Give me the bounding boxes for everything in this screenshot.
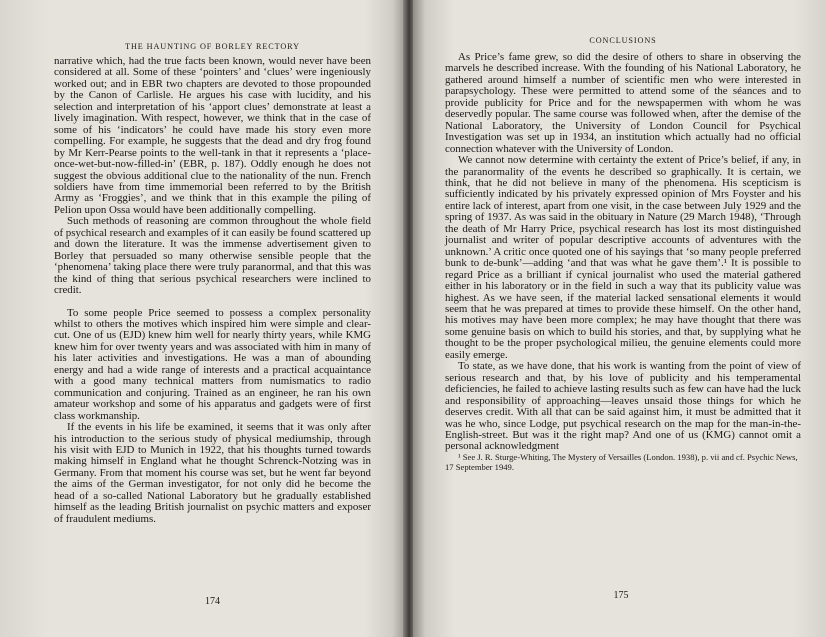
running-head-right: CONCLUSIONS xyxy=(589,36,657,45)
paragraph: Such methods of reasoning are common throughout the whole field of psychical research and examples of it can easily be found scattered up and down the literature. It was the immense advertisement given to Borley that persuaded so many otherwise sensible people that the ‘phenomena’ taking place there were truly paranormal, and that this was the kind of thing that serious psychical researchers were inclined to credit. xyxy=(54,215,371,297)
paragraph: As Price’s fame grew, so did the desire of others to share in observing the marvels he described increase. With the founding of his National Laboratory, he gathered around himself a number of scientific men who were interested in parapsychology. These were permitted to attend some of the séances and to provide publicity for Price and for the newspapermen with whom he was deservedly popular. The same course was followed when, after the demise of the National Laboratory, the University of London Council for Psychical Investigation was set up in 1934, an institution which actually had no official connection whatever with the University of London. xyxy=(445,51,801,155)
paragraph: To state, as we have done, that his work is wanting from the point of view of serious research and that, by his love of publicity and his temperamental deficiencies, he failed to achieve lasting results such as few can have had the luck and responsibility of approaching—leaves unsaid those things for which he deserves credit. With all that can be said against him, it must be admitted that it was he who, since Lodge, put psychical research on the map for the man-in-the-English-street. But was it the right map? And one of us (KMG) cannot omit a personal acknowledgment xyxy=(445,360,801,453)
right-page xyxy=(413,0,825,637)
page-number-right: 175 xyxy=(613,590,629,601)
paragraph: To some people Price seemed to possess a complex personality whilst to others the motives which inspired him were simple and clear-cut. One of us (EJD) knew him well for nearly thirty years, while KMG knew him for over twenty years and was associated with him in many of his later activities and investigations. He was a man of abounding energy and had a wide range of interests and a practical acquaintance with a good many technical matters from numismatics to radio communication and conjuring. Trained as an engineer, he ran his own amateur workshop and some of his apparatus and gadgets were of first class workmanship. xyxy=(54,306,371,422)
running-head-left: THE HAUNTING OF BORLEY RECTORY xyxy=(125,42,300,51)
left-page xyxy=(0,0,405,637)
footnote: ¹ See J. R. Sturge-Whiting, The Mystery of Versailles (London. 1938), p. vii and cf. Psychic News, 17 September 1949. xyxy=(445,451,798,472)
left-page-body xyxy=(54,56,371,525)
paragraph: We cannot now determine with certainty the extent of Price’s belief, if any, in the paranormality of the events he described so graphically. It is certain, we think, that he did not believe in many of the phenomena. His scepticism is sufficiently indicated by his privately expressed opinion of Mrs Foyster and his entire lack of interest, apart from one visit, in the case between July 1929 and the spring of 1937. As was said in the obituary in Nature (29 March 1948), ‘Through the death of Mr Harry Price, psychical research has lost its most distinguished journalist and writer of popular descriptive accounts of adventures with the unknown.’ A critic once quoted one of his sayings that ‘so many people preferred bunk to de-bunk’—adding ‘and that was what he gave them’.¹ It is possible to regard Price as a brilliant if cynical journalist who used the material gathered either in his laboratory or in the field in such a way that its publicity value was highest. As we have seen, if the material lacked sensational elements it would seem that he was prepared at times to provide these himself. On the other hand, his motives may have been more complex; he may have thought that there was some genuine basis on which to build his stories, and that, by supplying what he thought to be the proper psychological milieu, the genuine elements could more easily emerge. xyxy=(445,154,801,361)
page-number-left: 174 xyxy=(205,596,220,607)
right-page-body xyxy=(445,52,801,472)
paragraph: narrative which, had the true facts been known, would never have been considered at all. Some of these ‘pointers’ and ‘clues’ were ingeniously worked out; and in EBR two chapters are devoted to those propounded by the Canon of Carlisle. He argues his case with lucidity, and his selection and interpretation of his ‘apport clues’ demonstrate at least a lively imagination. With respect, however, we think that in the case of some of his ‘indicators’ he could have made his story even more compelling. For example, he suggests that the dead and dry frog found by Mr Kerr-Pearse points to the well-tank in that it represents a ‘place-once-wet-but-now-filled-in’ (EBR, p. 187). Oddly enough he does not suggest the obvious additional clue to the nationality of the nun. French soldiers have from time immemorial been referred to by the British Army as ‘Froggies’, and we think that in this example the piling of Pelion upon Ossa would have been additionally compelling. xyxy=(54,55,371,216)
paragraph: If the events in his life be examined, it seems that it was only after his introduction to the serious study of physical mediumship, through his visit with EJD to Munich in 1922, that his thoughts turned towards making himself in England what he thought Schrenck-Notzing was in Germany. From that moment his course was set, but he went far beyond the aims of the German investigator, for not only did he become the head of a so-called National Laboratory but he gradually established himself as the leading British journalist on psychic matters and exposer of fraudulent mediums. xyxy=(54,421,371,525)
